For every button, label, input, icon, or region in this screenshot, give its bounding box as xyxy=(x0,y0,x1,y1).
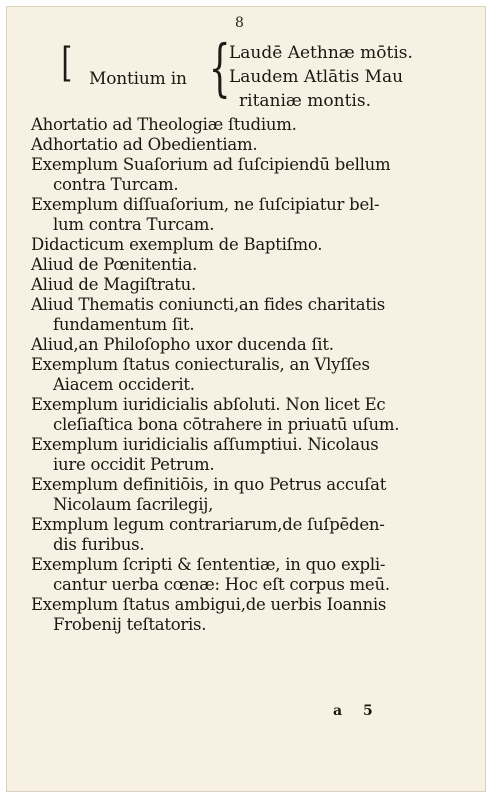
entry-line: Exemplum ſtatus coniecturalis, an Vlyſſes xyxy=(31,355,370,374)
entry-line: Aliud Thematis coniuncti,an fides charitatis xyxy=(31,295,385,314)
entry-line: Exemplum iuridicialis abſoluti. Non licet Ec xyxy=(31,395,386,414)
entry-line: Exemplum Suaſorium ad ſuſcipiendū bellum xyxy=(31,155,391,174)
entry-3 xyxy=(31,155,475,195)
entry-continuation: iure occidit Petrum. xyxy=(53,455,215,474)
heading-left-label: Montium in xyxy=(89,69,187,89)
book-page xyxy=(6,6,486,792)
entry-continuation: cleſiaſtica bona cōtrahere in priuatū uſum. xyxy=(53,415,400,434)
entry-6 xyxy=(31,255,475,275)
entry-continuation: fundamentum ſit. xyxy=(53,315,195,334)
left-bracket: [ xyxy=(61,40,73,86)
entry-1 xyxy=(31,115,475,135)
page-top-mark: 8 xyxy=(235,15,244,31)
entry-line: Exemplum ſcripti & ſententiæ, in quo expli- xyxy=(31,555,386,574)
entry-line: Exmplum legum contrariarum,de ſuſpēden- xyxy=(31,515,385,534)
heading-right-line-2: Laudem Atlātis Mau xyxy=(229,67,404,87)
entry-14 xyxy=(31,515,475,555)
entry-line: Exemplum ſtatus ambigui,de uerbis Ioannis xyxy=(31,595,387,614)
entry-continuation: dis furibus. xyxy=(53,535,145,554)
entry-continuation: lum contra Turcam. xyxy=(53,215,215,234)
entry-8 xyxy=(31,295,475,335)
entry-continuation: cantur uerba cœnæ: Hoc eſt corpus meū. xyxy=(53,575,390,594)
entry-12 xyxy=(31,435,475,475)
entry-line: Exemplum iuridicialis aſſumptiui. Nicolaus xyxy=(31,435,379,454)
entry-7 xyxy=(31,275,475,295)
entry-continuation: contra Turcam. xyxy=(53,175,179,194)
entry-2 xyxy=(31,135,475,155)
entry-15 xyxy=(31,555,475,595)
entry-16 xyxy=(31,595,475,635)
entry-line: Aliud de Pœnitentia. xyxy=(31,255,198,274)
entry-9 xyxy=(31,335,475,355)
signature-mark: a xyxy=(333,703,343,719)
entry-line: Didacticum exemplum de Baptiſmo. xyxy=(31,235,323,254)
entry-line: Adhortatio ad Obedientiam. xyxy=(31,135,258,154)
entry-continuation: Nicolaum ſacrilegij, xyxy=(53,495,214,514)
entry-line: Aliud,an Philoſopho uxor ducenda ſit. xyxy=(31,335,334,354)
entry-continuation: Aiacem occiderit. xyxy=(53,375,195,394)
heading-right-line-1: Laudē Aethnæ mōtis. xyxy=(229,43,413,63)
entry-line: Aliud de Magiſtratu. xyxy=(31,275,197,294)
heading-right-line-3: ritaniæ montis. xyxy=(239,91,371,111)
heading-brace: { xyxy=(208,31,231,104)
entry-4 xyxy=(31,195,475,235)
entry-line: Exemplum definitiōis, in quo Petrus accuſat xyxy=(31,475,387,494)
signature-number: 5 xyxy=(363,703,373,719)
entry-continuation: Frobenij teſtatoris. xyxy=(53,615,207,634)
entry-13 xyxy=(31,475,475,515)
entry-5 xyxy=(31,235,475,255)
entry-line: Exemplum diſſuaſorium, ne ſuſcipiatur bel- xyxy=(31,195,380,214)
entry-line: Ahortatio ad Theologiæ ſtudium. xyxy=(31,115,297,134)
entry-11 xyxy=(31,395,475,435)
entry-10 xyxy=(31,355,475,395)
entry-list xyxy=(31,115,475,635)
